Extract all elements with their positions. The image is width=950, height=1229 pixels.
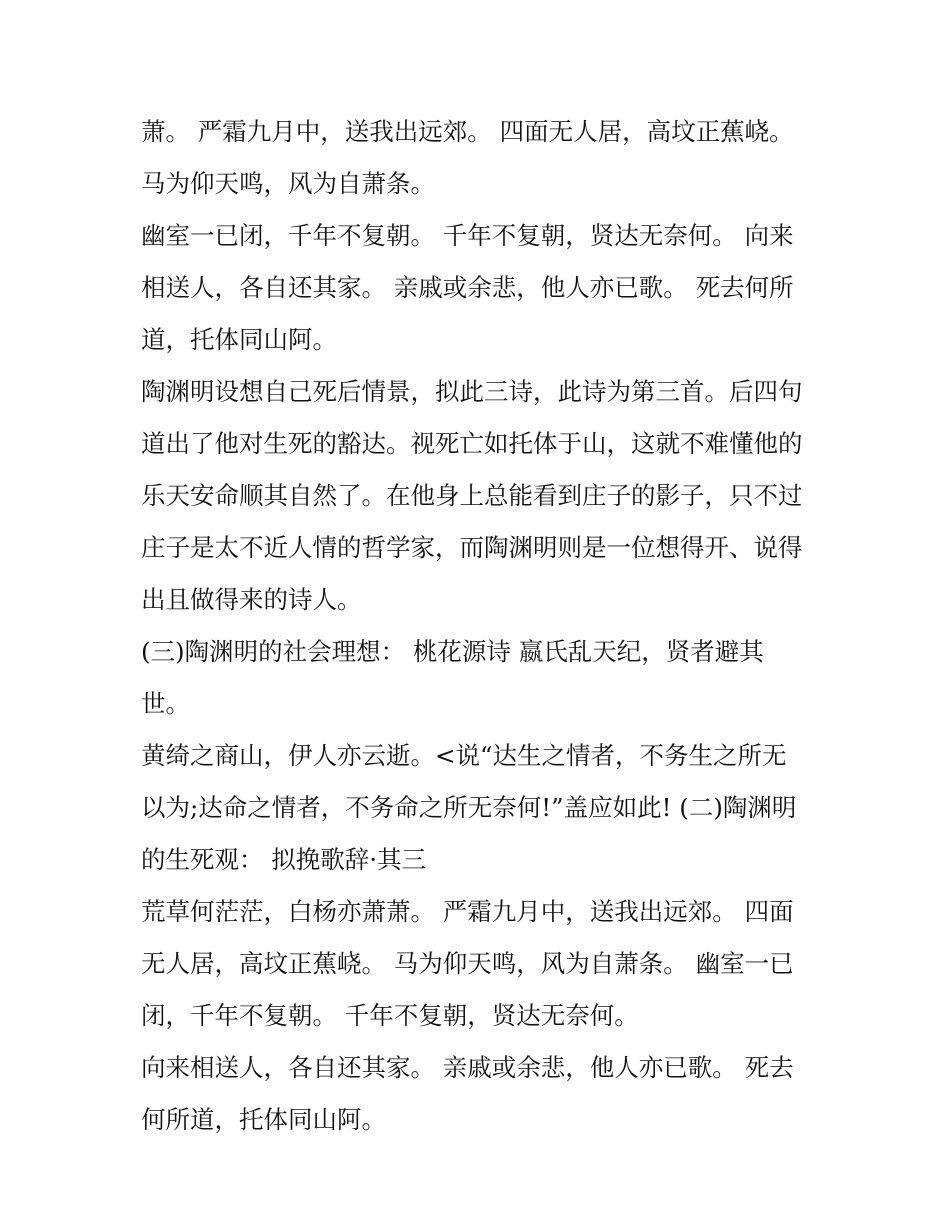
text-line: 马为仰天鸣，风为自萧条。: [141, 169, 435, 198]
text-line: 以为;达命之情者，不务命之所无奈何!”盖应如此! (二)陶渊明: [141, 793, 797, 822]
text-line: 萧。 严霜九月中，送我出远郊。 四面无人居，高坟正蕉峣。: [141, 117, 794, 146]
text-line: 无人居，高坟正蕉峣。 马为仰天鸣，风为自萧条。 幽室一已: [141, 949, 794, 978]
text-line: 向来相送人，各自还其家。 亲戚或余悲，他人亦已歌。 死去: [141, 1053, 794, 1082]
text-line: 庄子是太不近人情的哲学家，而陶渊明则是一位想得开、说得: [141, 533, 803, 562]
text-line: 相送人，各自还其家。 亲戚或余悲，他人亦已歌。 死去何所: [141, 273, 794, 302]
text-line: 何所道，托体同山阿。: [141, 1105, 386, 1134]
text-line: 乐天安命顺其自然了。在他身上总能看到庄子的影子，只不过: [141, 481, 803, 510]
text-line: 道，托体同山阿。: [141, 325, 337, 354]
text-line: 幽室一已闭，千年不复朝。 千年不复朝，贤达无奈何。 向来: [141, 221, 794, 250]
text-line: (三)陶渊明的社会理想： 桃花源诗 嬴氏乱天纪，贤者避其: [141, 637, 764, 666]
text-line: 陶渊明设想自己死后情景，拟此三诗，此诗为第三首。后四句: [141, 377, 803, 406]
text-line: 黄绮之商山，伊人亦云逝。<说“达生之情者，不务生之所无: [141, 741, 787, 770]
text-line: 世。: [141, 689, 190, 718]
text-line: 闭，千年不复朝。 千年不复朝，贤达无奈何。: [141, 1001, 639, 1030]
document-body: [141, 106, 821, 1146]
text-line: 出且做得来的诗人。: [141, 585, 362, 614]
text-line: 的生死观： 拟挽歌辞·其三: [141, 845, 427, 874]
text-line: 道出了他对生死的豁达。视死亡如托体于山，这就不难懂他的: [141, 429, 803, 458]
text-line: 荒草何茫茫，白杨亦萧萧。 严霜九月中，送我出远郊。 四面: [141, 897, 794, 926]
